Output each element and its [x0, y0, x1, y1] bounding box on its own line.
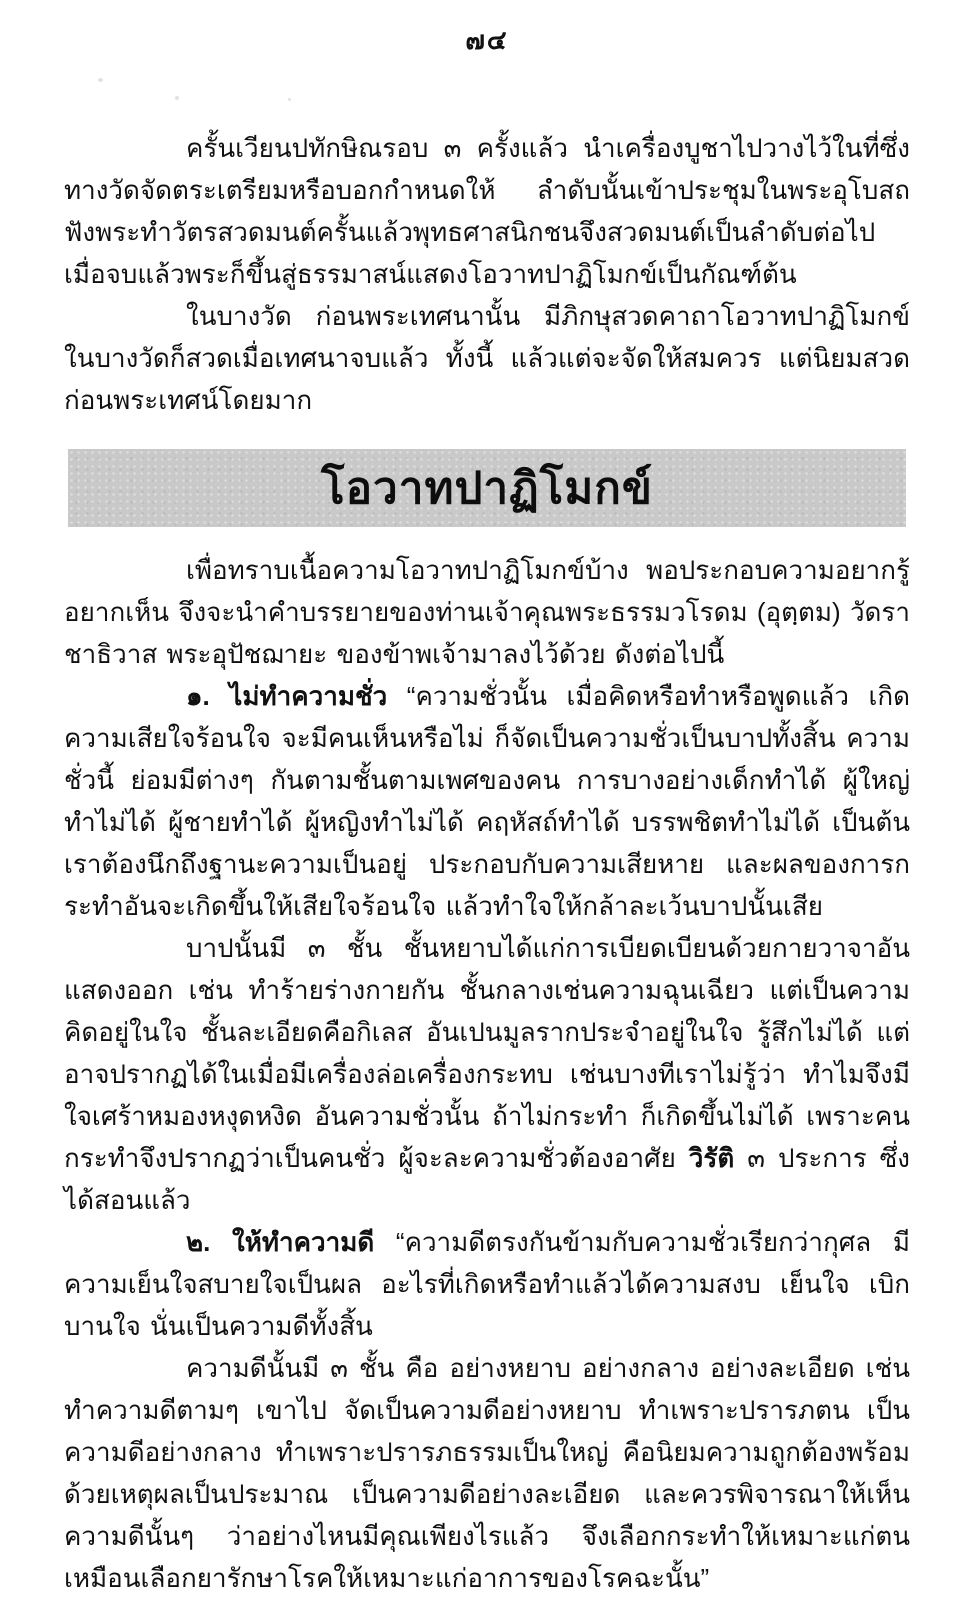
paragraph-procession: ครั้นเวียนปทักษิณรอบ ๓ ครั้งแล้ว นำเครื่องบูชาไปวางไว้ในที่ซึ่งทางวัดจัดตระเตรียมหรือบอกกำหนดให้ ลำดับนั้นเข้าประชุมในพระอุโบสถ ฟังพระทำวัตรสวดมนต์ครั้นแล้วพุทธศาสนิกชนจึงสวดมนต์เป็นลำดับต่อไป เมื่อจบแล้วพระก็ขึ้นสู่ธรรมาสน์แสดงโอวาทปาฏิโมกข์เป็นกัณฑ์ต้น	[64, 133, 910, 289]
item-2-heading: ๒. ให้ทำความดี	[186, 1227, 375, 1257]
sin-paragraph-tail: ๓ ประการ ซึ่งได้สอนแล้ว	[64, 1143, 910, 1215]
paragraph-three-levels-of-goodness: ความดีนั้นมี ๓ ชั้น คือ อย่างหยาบ อย่างกลาง อย่างละเอียด เช่นทำความดีตามๆ เขาไป จัดเป็นความดีอย่างหยาบ ทำเพราะปรารภตน เป็นความดีอย่างกลาง ทำเพราะปรารภธรรมเป็นใหญ่ คือนิยมความถูกต้องพร้อมด้วยเหตุผลเป็นประมาณ เป็นความดีอย่างละเอียด และควรพิจารณาให้เห็นความดีนั้นๆ ว่าอย่างไหนมีคุณเพียงไรแล้ว จึงเลือกกระทำให้เหมาะแก่ตน เหมือนเลือกยารักษาโรคให้เหมาะแก่อาการของโรคฉะนั้น”	[64, 1353, 910, 1593]
virati-term: วิรัติ	[688, 1143, 735, 1173]
scan-speck	[175, 96, 179, 100]
section-title: โอวาทปาฏิโมกข์	[320, 464, 653, 513]
section-heading-bar	[68, 449, 906, 527]
scan-speck	[98, 78, 103, 82]
item-1-body: “ความชั่วนั้น เมื่อคิดหรือทำหรือพูดแล้ว เกิดความเสียใจร้อนใจ จะมีคนเห็นหรือไม่ ก็จัดเป็นความชั่วเป็นบาปทั้งสิ้น ความชั่วนี้ ย่อมมีต่างๆ กันตามชั้นตามเพศของคน การบางอย่างเด็กทำได้ ผู้ใหญ่ทำไม่ได้ ผู้ชายทำได้ ผู้หญิงทำไม่ได้ คฤหัสถ์ทำได้ บรรพชิตทำไม่ได้ เป็นต้น เราต้องนึกถึงฐานะความเป็นอยู่ ประกอบกับความเสียหาย และผลของการกระทำอันจะเกิดขึ้นให้เสียใจร้อนใจ แล้วทำใจให้กล้าละเว้นบาปนั้นเสีย	[64, 681, 910, 921]
paragraph-item-2	[64, 1221, 910, 1347]
scan-speck	[288, 98, 291, 101]
paragraph-item-1	[64, 675, 910, 927]
paragraph-introduction: เพื่อทราบเนื้อความโอวาทปาฏิโมกข์บ้าง พอประกอบความอยากรู้อยากเห็น จึงจะนำคำบรรยายของท่านเจ้าคุณพระธรรมวโรดม (อุตฺตม) วัดราชาธิวาส พระอุปัชฌายะ ของข้าพเจ้ามาลงไว้ด้วย ดังต่อไปนี้	[64, 555, 910, 669]
page-number: ๗๔	[465, 25, 509, 55]
sin-paragraph-text: บาปนั้นมี ๓ ชั้น ชั้นหยาบได้แก่การเบียดเบียนด้วยกายวาจาอันแสดงออก เช่น ทำร้ายร่างกายกัน ชั้นกลางเช่นความฉุนเฉียว แต่เป็นความคิดอยู่ในใจ ชั้นละเอียดคือกิเลส อันเปนมูลรากประจำอยู่ในใจ รู้สึกไม่ได้ แต่อาจปรากฏได้ในเมื่อมีเครื่องล่อเครื่องกระทบ เช่นบางทีเราไม่รู้ว่า ทำไมจึงมีใจเศร้าหมองหงุดหงิด อันความชั่วนั้น ถ้าไม่กระทำ ก็เกิดขึ้นไม่ได้ เพราะคนกระทำจึงปรากฏว่าเป็นคนชั่ว ผู้จะละความชั่วต้องอาศัย	[64, 933, 910, 1173]
item-1-heading: ๑. ไม่ทำความชั่ว	[186, 681, 388, 711]
item-2-body: “ความดีตรงกันข้ามกับความชั่วเรียกว่ากุศล มีความเย็นใจสบายใจเป็นผล อะไรที่เกิดหรือทำแล้วได้ความสงบ เย็นใจ เบิกบานใจ นั่นเป็นความดีทั้งสิ้น	[64, 1227, 910, 1341]
paragraph-chanting-custom: ในบางวัด ก่อนพระเทศนานั้น มีภิกษุสวดคาถาโอวาทปาฏิโมกข์ ในบางวัดก็สวดเมื่อเทศนาจบแล้ว ทั้งนี้ แล้วแต่จะจัดให้สมควร แต่นิยมสวดก่อนพระเทศน์โดยมาก	[64, 301, 910, 415]
paragraph-three-levels-of-sin	[64, 927, 910, 1221]
